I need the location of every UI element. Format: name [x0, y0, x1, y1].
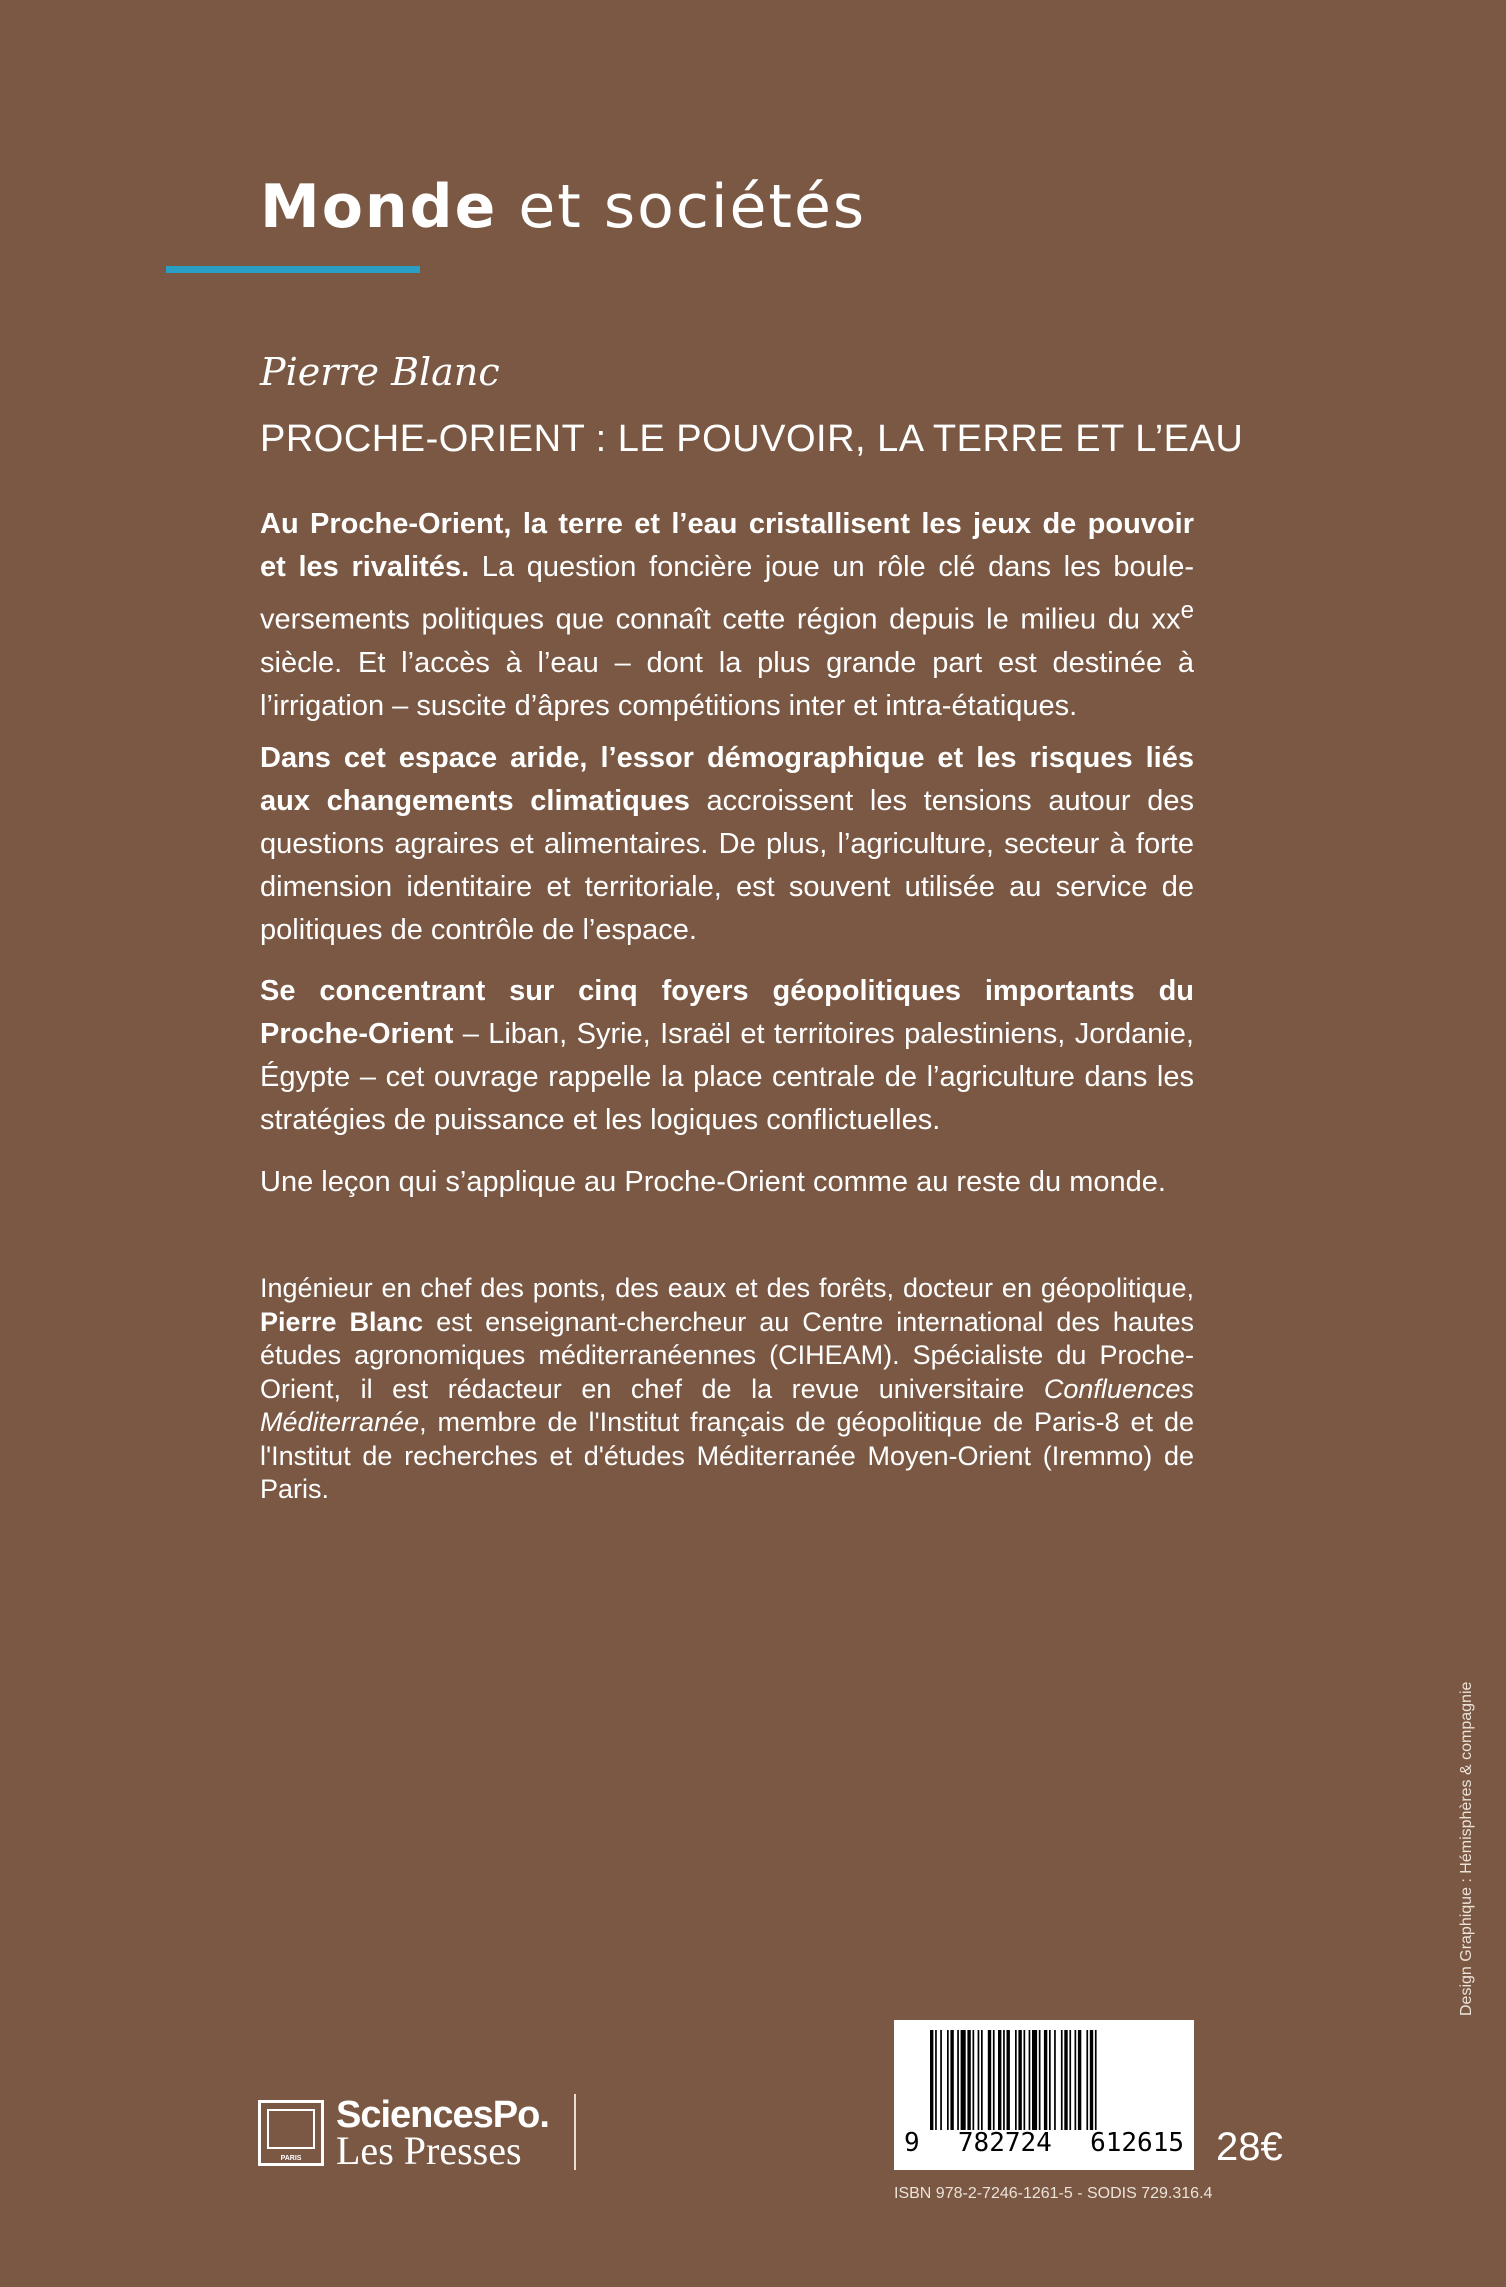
series-title-bold: Monde: [260, 172, 498, 242]
barcode-digits: [904, 2128, 1184, 2162]
barcode-digit-group: 782724: [957, 2128, 1052, 2158]
barcode: [894, 2020, 1194, 2170]
blurb-p2-text: accroissent les tensions autour des questions agraires et alimentaires. De plus, l’agriculture, secteur à forte dimension identitaire et territoriale, est souvent utilisée au service de politiques de contrôle de l’espace.: [260, 785, 1194, 946]
blurb-paragraph-1: [260, 503, 1194, 728]
blurb-paragraph-3: [260, 970, 1194, 1142]
logo-divider: [574, 2094, 576, 2170]
blurb-p1-text-b: siècle. Et l’accès à l’eau – dont la plus grande part est destinée à l’irrigation – suscite d’âpres compétitions inter et intra-étatiques.: [260, 646, 1194, 722]
blurb-p2-bold: Dans cet espace aride, l’essor démographique et les risques liés aux changements climatiques: [260, 742, 1194, 817]
barcode-digit-group: 612615: [1090, 2128, 1184, 2158]
series-title-rest: et sociétés: [497, 172, 867, 242]
series-title: [260, 172, 866, 242]
bio-author-name: Pierre Blanc: [260, 1306, 424, 1337]
author-bio: [260, 1272, 1194, 1507]
publisher-logo: [258, 2092, 549, 2174]
isbn-line: ISBN 978-2-7246-1261-5 - SODIS 729.316.4: [894, 2185, 1213, 2202]
blurb-p1-sup: e: [1180, 597, 1194, 624]
bio-text-b: est enseignant-chercheur au Centre international des hautes études agronomiques méditerranéennes (CIHEAM). Spécialiste du Proche-Orient, il est rédacteur en chef de la revue universitaire: [260, 1306, 1194, 1404]
publisher-emblem-icon: [258, 2100, 324, 2166]
book-title: PROCHE-ORIENT : LE POUVOIR, LA TERRE ET L’EAU: [260, 418, 1244, 460]
publisher-emblem-text: PARIS: [280, 2155, 302, 2162]
barcode-bars-icon: [930, 2030, 1158, 2134]
blurb-p3-text: – Liban, Syrie, Israël et territoires palestiniens, Jordanie, Égypte – cet ouvrage rappelle la place centrale de l’agriculture dans les stratégies de puissance et les logiques conflictuelles.: [260, 1018, 1194, 1136]
bio-journal: Confluences Méditerranée: [260, 1373, 1194, 1437]
publisher-line-1: SciencesPo.: [336, 2094, 549, 2136]
blurb-p1-text-a: La question foncière joue un rôle clé dans les boule- versements politiques que connaît cette région depuis le milieu du xx: [260, 551, 1194, 636]
publisher-line-2: Les Presses: [336, 2128, 522, 2173]
author-name: Pierre Blanc: [260, 350, 500, 394]
blurb-p1-bold: Au Proche-Orient, la terre et l’eau cristallisent les jeux de pouvoir et les rivalités.: [260, 508, 1194, 583]
blurb-paragraph-2: [260, 737, 1194, 952]
series-accent-rule: [166, 266, 420, 273]
blurb-p3-bold: Se concentrant sur cinq foyers géopolitiques importants du Proche-Orient: [260, 975, 1194, 1050]
design-credit: Design Graphique : Hémisphères & compagnie: [1458, 1681, 1475, 2016]
price: 28€: [1216, 2125, 1283, 2169]
blurb-paragraph-4: Une leçon qui s’applique au Proche-Orient comme au reste du monde.: [260, 1166, 1166, 1198]
publisher-wordmark: [336, 2094, 549, 2173]
bio-text-c: , membre de l'Institut français de géopolitique de Paris-8 et de l'Institut de recherches et d'études Méditerranée Moyen-Orient (Iremmo) de Paris.: [260, 1407, 1194, 1504]
bio-text-a: Ingénieur en chef des ponts, des eaux et des forêts, docteur en géopolitique,: [260, 1273, 1194, 1303]
barcode-digit-group: 9: [904, 2128, 920, 2158]
